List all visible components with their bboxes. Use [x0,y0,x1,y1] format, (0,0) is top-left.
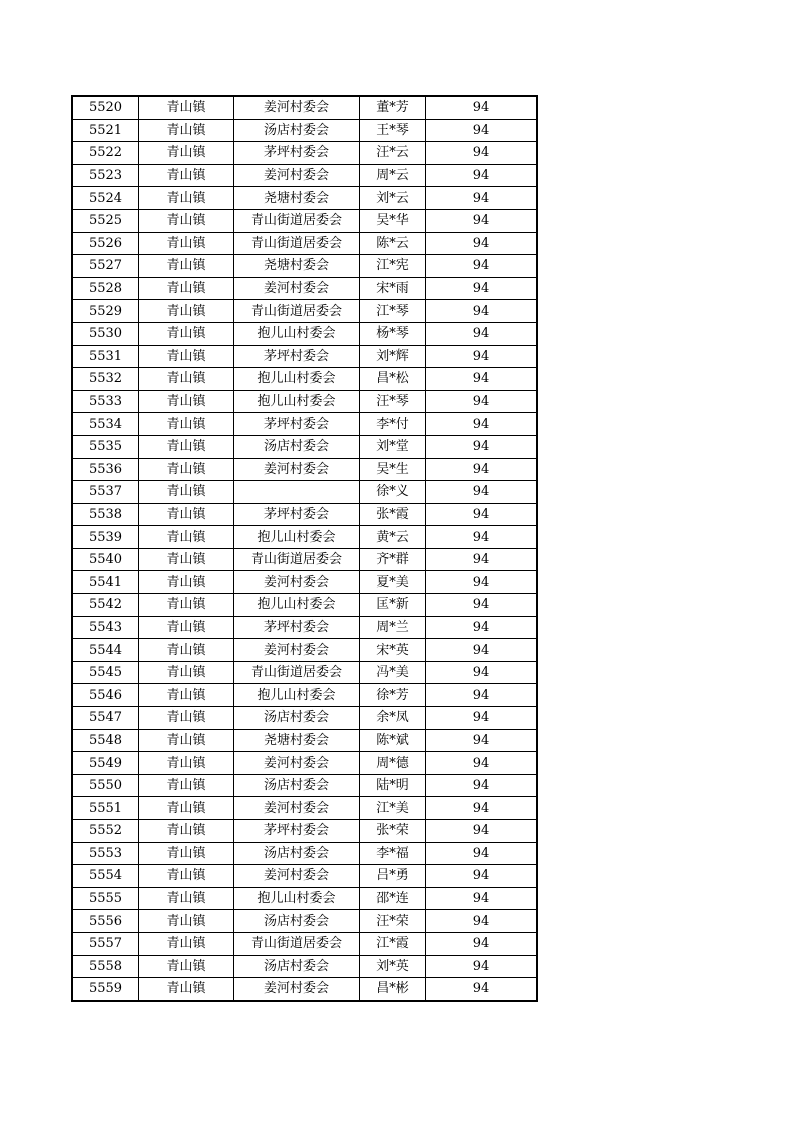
cell-committee: 茅坪村委会 [234,413,360,436]
cell-town: 青山镇 [139,481,234,504]
cell-id: 5538 [73,503,139,526]
cell-id: 5554 [73,865,139,888]
cell-committee: 茅坪村委会 [234,503,360,526]
cell-town: 青山镇 [139,255,234,278]
table-row [73,322,537,345]
cell-town: 青山镇 [139,684,234,707]
cell-id: 5526 [73,232,139,255]
table-row [73,865,537,888]
cell-committee: 抱儿山村委会 [234,390,360,413]
cell-score: 94 [426,164,537,187]
cell-committee: 汤店村委会 [234,910,360,933]
table-row [73,978,537,1001]
table-row [73,481,537,504]
cell-id: 5547 [73,707,139,730]
table-row [73,639,537,662]
cell-id: 5558 [73,955,139,978]
cell-score: 94 [426,752,537,775]
cell-name: 昌*松 [360,368,426,391]
cell-name: 刘*辉 [360,345,426,368]
cell-score: 94 [426,458,537,481]
table-row [73,752,537,775]
cell-score: 94 [426,978,537,1001]
cell-score: 94 [426,232,537,255]
cell-committee: 汤店村委会 [234,119,360,142]
table-row [73,435,537,458]
table-row [73,458,537,481]
cell-committee: 姜河村委会 [234,978,360,1001]
cell-name: 李*福 [360,842,426,865]
cell-town: 青山镇 [139,842,234,865]
cell-id: 5548 [73,729,139,752]
cell-score: 94 [426,255,537,278]
cell-score: 94 [426,526,537,549]
cell-score: 94 [426,594,537,617]
cell-name: 陈*云 [360,232,426,255]
table-row [73,526,537,549]
cell-id: 5539 [73,526,139,549]
cell-name: 匡*新 [360,594,426,617]
cell-id: 5553 [73,842,139,865]
cell-committee: 姜河村委会 [234,865,360,888]
cell-committee: 青山街道居委会 [234,209,360,232]
cell-id: 5546 [73,684,139,707]
cell-id: 5544 [73,639,139,662]
cell-score: 94 [426,932,537,955]
cell-committee: 尧塘村委会 [234,729,360,752]
table-row [73,232,537,255]
cell-name: 黄*云 [360,526,426,549]
table-row [73,729,537,752]
cell-score: 94 [426,277,537,300]
cell-town: 青山镇 [139,164,234,187]
cell-name: 齐*群 [360,548,426,571]
table-row [73,277,537,300]
cell-committee: 姜河村委会 [234,639,360,662]
table-row [73,548,537,571]
roster-body [73,97,537,1001]
cell-town: 青山镇 [139,729,234,752]
cell-town: 青山镇 [139,322,234,345]
cell-id: 5550 [73,774,139,797]
cell-id: 5543 [73,616,139,639]
cell-town: 青山镇 [139,797,234,820]
cell-name: 刘*英 [360,955,426,978]
cell-score: 94 [426,345,537,368]
cell-id: 5537 [73,481,139,504]
cell-score: 94 [426,300,537,323]
cell-town: 青山镇 [139,142,234,165]
cell-committee: 茅坪村委会 [234,345,360,368]
table-row [73,255,537,278]
cell-score: 94 [426,142,537,165]
cell-score: 94 [426,119,537,142]
cell-id: 5524 [73,187,139,210]
cell-town: 青山镇 [139,932,234,955]
cell-id: 5522 [73,142,139,165]
cell-committee: 茅坪村委会 [234,616,360,639]
table-row [73,142,537,165]
table-row [73,97,537,120]
cell-name: 邵*连 [360,887,426,910]
cell-committee: 茅坪村委会 [234,820,360,843]
cell-town: 青山镇 [139,526,234,549]
cell-committee: 青山街道居委会 [234,548,360,571]
cell-name: 汪*云 [360,142,426,165]
cell-name: 江*美 [360,797,426,820]
table-row [73,842,537,865]
cell-name: 汪*荣 [360,910,426,933]
cell-id: 5555 [73,887,139,910]
cell-id: 5559 [73,978,139,1001]
cell-score: 94 [426,639,537,662]
cell-committee: 汤店村委会 [234,955,360,978]
cell-id: 5540 [73,548,139,571]
cell-id: 5520 [73,97,139,120]
cell-committee: 茅坪村委会 [234,142,360,165]
table-row [73,932,537,955]
cell-name: 刘*堂 [360,435,426,458]
cell-name: 周*云 [360,164,426,187]
cell-name: 陈*斌 [360,729,426,752]
cell-town: 青山镇 [139,616,234,639]
cell-town: 青山镇 [139,390,234,413]
table-row [73,955,537,978]
cell-id: 5523 [73,164,139,187]
cell-score: 94 [426,413,537,436]
cell-score: 94 [426,97,537,120]
cell-town: 青山镇 [139,865,234,888]
cell-name: 昌*彬 [360,978,426,1001]
table-row [73,887,537,910]
cell-score: 94 [426,910,537,933]
cell-committee: 汤店村委会 [234,774,360,797]
table-row [73,707,537,730]
cell-score: 94 [426,707,537,730]
table-row [73,820,537,843]
cell-committee: 抱儿山村委会 [234,322,360,345]
cell-name: 李*付 [360,413,426,436]
table-row [73,119,537,142]
cell-name: 徐*芳 [360,684,426,707]
cell-score: 94 [426,842,537,865]
cell-town: 青山镇 [139,707,234,730]
cell-town: 青山镇 [139,458,234,481]
cell-name: 江*宪 [360,255,426,278]
cell-town: 青山镇 [139,209,234,232]
cell-score: 94 [426,187,537,210]
cell-name: 吴*生 [360,458,426,481]
cell-score: 94 [426,887,537,910]
cell-score: 94 [426,571,537,594]
cell-score: 94 [426,209,537,232]
cell-id: 5549 [73,752,139,775]
cell-name: 张*霞 [360,503,426,526]
cell-town: 青山镇 [139,435,234,458]
cell-name: 宋*雨 [360,277,426,300]
cell-committee: 尧塘村委会 [234,255,360,278]
table-row [73,368,537,391]
cell-score: 94 [426,322,537,345]
cell-score: 94 [426,481,537,504]
table-row [73,661,537,684]
cell-name: 宋*英 [360,639,426,662]
cell-id: 5556 [73,910,139,933]
table-row [73,503,537,526]
cell-town: 青山镇 [139,571,234,594]
cell-committee: 姜河村委会 [234,164,360,187]
cell-id: 5535 [73,435,139,458]
cell-name: 杨*琴 [360,322,426,345]
cell-committee: 汤店村委会 [234,435,360,458]
cell-town: 青山镇 [139,368,234,391]
cell-id: 5552 [73,820,139,843]
cell-score: 94 [426,390,537,413]
cell-committee: 青山街道居委会 [234,661,360,684]
cell-id: 5530 [73,322,139,345]
cell-town: 青山镇 [139,503,234,526]
cell-committee: 抱儿山村委会 [234,526,360,549]
table-row [73,684,537,707]
cell-id: 5542 [73,594,139,617]
table-row [73,187,537,210]
cell-score: 94 [426,684,537,707]
cell-name: 王*琴 [360,119,426,142]
cell-id: 5529 [73,300,139,323]
cell-id: 5528 [73,277,139,300]
cell-committee: 抱儿山村委会 [234,684,360,707]
cell-town: 青山镇 [139,300,234,323]
cell-score: 94 [426,503,537,526]
cell-id: 5531 [73,345,139,368]
cell-town: 青山镇 [139,232,234,255]
table-row [73,910,537,933]
cell-committee: 抱儿山村委会 [234,594,360,617]
cell-name: 吴*华 [360,209,426,232]
table-row [73,209,537,232]
cell-id: 5534 [73,413,139,436]
cell-committee: 青山街道居委会 [234,232,360,255]
cell-committee: 姜河村委会 [234,458,360,481]
cell-town: 青山镇 [139,345,234,368]
cell-id: 5533 [73,390,139,413]
cell-name: 吕*勇 [360,865,426,888]
table-row [73,616,537,639]
cell-id: 5541 [73,571,139,594]
roster-table [72,96,537,1001]
table-row [73,774,537,797]
table-row [73,164,537,187]
table-row [73,390,537,413]
cell-id: 5551 [73,797,139,820]
cell-town: 青山镇 [139,594,234,617]
cell-town: 青山镇 [139,97,234,120]
cell-committee: 抱儿山村委会 [234,887,360,910]
cell-id: 5521 [73,119,139,142]
cell-committee: 姜河村委会 [234,277,360,300]
cell-id: 5557 [73,932,139,955]
cell-id: 5525 [73,209,139,232]
cell-committee: 青山街道居委会 [234,300,360,323]
cell-score: 94 [426,797,537,820]
cell-town: 青山镇 [139,548,234,571]
cell-town: 青山镇 [139,887,234,910]
cell-town: 青山镇 [139,277,234,300]
cell-name: 周*德 [360,752,426,775]
cell-committee: 尧塘村委会 [234,187,360,210]
cell-name: 江*霞 [360,932,426,955]
cell-name: 汪*琴 [360,390,426,413]
cell-name: 刘*云 [360,187,426,210]
cell-id: 5545 [73,661,139,684]
cell-committee: 汤店村委会 [234,842,360,865]
cell-score: 94 [426,820,537,843]
cell-town: 青山镇 [139,820,234,843]
cell-town: 青山镇 [139,639,234,662]
cell-name: 夏*美 [360,571,426,594]
cell-committee: 汤店村委会 [234,707,360,730]
cell-committee: 姜河村委会 [234,797,360,820]
cell-name: 徐*义 [360,481,426,504]
table-row [73,797,537,820]
cell-name: 余*凤 [360,707,426,730]
cell-committee: 姜河村委会 [234,571,360,594]
cell-score: 94 [426,865,537,888]
cell-town: 青山镇 [139,661,234,684]
cell-town: 青山镇 [139,978,234,1001]
cell-score: 94 [426,774,537,797]
cell-id: 5536 [73,458,139,481]
cell-score: 94 [426,955,537,978]
cell-name: 陆*明 [360,774,426,797]
cell-id: 5532 [73,368,139,391]
table-row [73,594,537,617]
cell-name: 江*琴 [360,300,426,323]
cell-town: 青山镇 [139,413,234,436]
cell-town: 青山镇 [139,119,234,142]
cell-score: 94 [426,729,537,752]
cell-name: 张*荣 [360,820,426,843]
cell-town: 青山镇 [139,187,234,210]
cell-score: 94 [426,435,537,458]
table-row [73,571,537,594]
cell-score: 94 [426,368,537,391]
cell-name: 董*芳 [360,97,426,120]
cell-name: 周*兰 [360,616,426,639]
cell-committee: 青山街道居委会 [234,932,360,955]
cell-town: 青山镇 [139,955,234,978]
cell-town: 青山镇 [139,774,234,797]
table-row [73,345,537,368]
cell-score: 94 [426,616,537,639]
cell-committee: 姜河村委会 [234,97,360,120]
table-row [73,300,537,323]
table-row [73,413,537,436]
cell-committee [234,481,360,504]
cell-committee: 抱儿山村委会 [234,368,360,391]
cell-name: 冯*美 [360,661,426,684]
cell-score: 94 [426,548,537,571]
cell-score: 94 [426,661,537,684]
cell-committee: 姜河村委会 [234,752,360,775]
cell-town: 青山镇 [139,910,234,933]
cell-id: 5527 [73,255,139,278]
cell-town: 青山镇 [139,752,234,775]
